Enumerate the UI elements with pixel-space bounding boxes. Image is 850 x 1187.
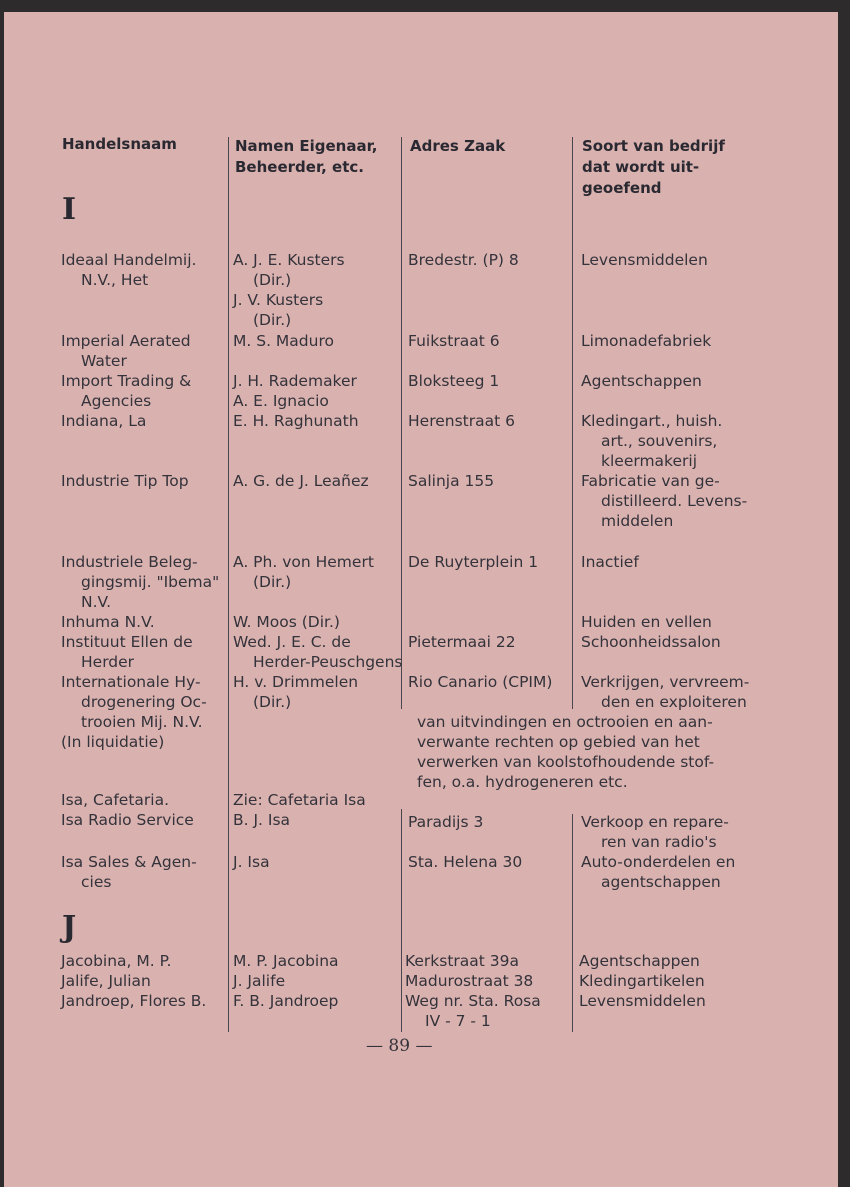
entry-type: Inactief [581,553,639,571]
type-line: Fabricatie van ge- [581,472,720,490]
column-rule-1 [228,137,229,1032]
entry-type: Huiden en vellen [581,613,712,631]
entry-name: Jandroep, Flores B. [61,992,207,1010]
entry-owner: Zie: Cafetaria Isa [233,791,366,809]
entry-name [61,672,207,752]
owner-line: A. Ph. von Hemert [233,553,374,571]
owner-line: Herder-Peuschgens [253,653,403,671]
header-namen-eigenaar [235,136,378,178]
type-line: verwante rechten op gebied van het [417,733,700,751]
address-line: IV - 7 - 1 [425,1012,491,1030]
name-line: Ideaal Handelmij. [61,251,197,269]
entry-type: Limonadefabriek [581,332,712,350]
name-line: gingsmij. "Ibema" [81,573,220,591]
name-line: Internationale Hy- [61,673,201,691]
entry-owner [233,672,358,712]
owner-line: J. H. Rademaker [233,372,357,390]
type-line: verwerken van koolstofhoudende stof- [417,753,715,771]
type-line: ren van radio's [601,833,717,851]
entry-name: Inhuma N.V. [61,613,155,631]
type-line: Kledingart., huish. [581,412,723,430]
entry-address: De Ruyterplein 1 [408,553,539,571]
address-line: Weg nr. Sta. Rosa [405,992,541,1010]
entry-owner [233,632,403,672]
document-page [4,12,838,1187]
entry-type [581,812,729,852]
entry-owner: M. P. Jacobina [233,952,339,970]
entry-owner: F. B. Jandroep [233,992,339,1010]
name-line: Water [81,352,127,370]
owner-line: (Dir.) [253,311,292,329]
entry-owner: E. H. Raghunath [233,412,359,430]
entry-type: Agentschappen [581,372,702,390]
entry-name: Isa Radio Service [61,811,194,829]
type-line: fen, o.a. hydrogeneren etc. [417,773,628,791]
entry-address: Herenstraat 6 [408,412,515,430]
owner-line: A. J. E. Kusters [233,251,345,269]
name-line: N.V., Het [81,271,149,289]
entry-name [61,852,197,892]
owner-line: (Dir.) [253,693,292,711]
entry-type [581,411,722,471]
entry-name [61,632,193,672]
name-line: Imperial Aerated [61,332,191,350]
type-line: distilleerd. Levens- [601,492,748,510]
entry-name: Jacobina, M. P. [61,952,172,970]
owner-line: Wed. J. E. C. de [233,633,351,651]
type-line: kleermakerij [601,452,697,470]
header-soort-bedrijf [582,136,725,199]
name-line: (In liquidatie) [61,733,165,751]
name-line: Agencies [81,392,152,410]
entry-name: Isa, Cafetaria. [61,791,169,809]
type-line: van uitvindingen en octrooien en aan- [417,713,713,731]
entry-type: Agentschappen [579,952,700,970]
entry-address: Paradijs 3 [408,813,484,831]
name-line: Instituut Ellen de [61,633,193,651]
entry-type: Levensmiddelen [581,251,708,269]
entry-address: Madurostraat 38 [405,972,534,990]
entry-type: Schoonheidssalon [581,633,721,651]
type-line: Verkoop en repare- [581,813,729,831]
entry-address: Sta. Helena 30 [408,853,523,871]
type-line: agentschappen [601,873,721,891]
header-adres-zaak: Adres Zaak [410,137,506,155]
entry-owner: B. J. Isa [233,811,291,829]
header-line: dat wordt uit- [582,158,700,176]
section-letter-i: I [62,192,77,227]
entry-type [581,471,747,531]
entry-address: Bloksteeg 1 [408,372,500,390]
entry-type [581,672,749,712]
owner-line: H. v. Drimmelen [233,673,359,691]
type-line: den en exploiteren [601,693,747,711]
entry-address [405,991,541,1031]
header-line: geoefend [582,179,662,197]
entry-owner: W. Moos (Dir.) [233,613,340,631]
section-letter-j: J [62,910,77,945]
entry-address: Rio Canario (CPIM) [408,673,553,691]
entry-address: Salinja 155 [408,472,495,490]
type-line: Auto-onderdelen en [581,853,736,871]
owner-line: A. E. Ignacio [233,392,329,410]
column-rule-2a [401,137,402,709]
page-number: — 89 — [366,1036,433,1056]
entry-type-continued [417,712,714,792]
owner-line: (Dir.) [253,573,292,591]
entry-type: Kledingartikelen [579,972,705,990]
entry-type: Levensmiddelen [579,992,706,1010]
entry-owner: A. G. de J. Leañez [233,472,369,490]
entry-type [581,852,735,892]
entry-name: Industrie Tip Top [61,472,189,490]
type-line: Verkrijgen, vervreem- [581,673,750,691]
column-rule-2b [401,809,402,1032]
entry-owner: J. Jalife [233,972,286,990]
type-line: middelen [601,512,674,530]
entry-address: Pietermaai 22 [408,633,516,651]
name-line: Isa Sales & Agen- [61,853,197,871]
entry-address: Bredestr. (P) 8 [408,251,519,269]
name-line: trooien Mij. N.V. [81,713,203,731]
entry-name [61,552,219,612]
owner-line: J. V. Kusters [233,291,324,309]
type-line: art., souvenirs, [601,432,718,450]
name-line: Industriele Beleg- [61,553,198,571]
entry-owner [233,250,345,330]
entry-name: Jalife, Julian [61,972,151,990]
entry-owner [233,371,357,411]
name-line: drogenering Oc- [81,693,207,711]
name-line: cies [81,873,112,891]
entry-name: Indiana, La [61,412,147,430]
entry-address: Fuikstraat 6 [408,332,500,350]
entry-name [61,250,196,290]
name-line: N.V. [81,593,112,611]
name-line: Import Trading & [61,372,192,390]
entry-owner [233,552,374,592]
header-line: Beheerder, etc. [235,158,364,176]
entry-name [61,371,191,411]
entry-name [61,331,191,371]
header-line: Namen Eigenaar, [235,137,378,155]
owner-line: (Dir.) [253,271,292,289]
entry-owner: J. Isa [233,853,270,871]
column-rule-3a [572,137,573,709]
name-line: Herder [81,653,135,671]
header-handelsnaam: Handelsnaam [62,135,177,153]
entry-address: Kerkstraat 39a [405,952,520,970]
column-rule-3b [572,814,573,1032]
header-line: Soort van bedrijf [582,137,725,155]
entry-owner: M. S. Maduro [233,332,334,350]
